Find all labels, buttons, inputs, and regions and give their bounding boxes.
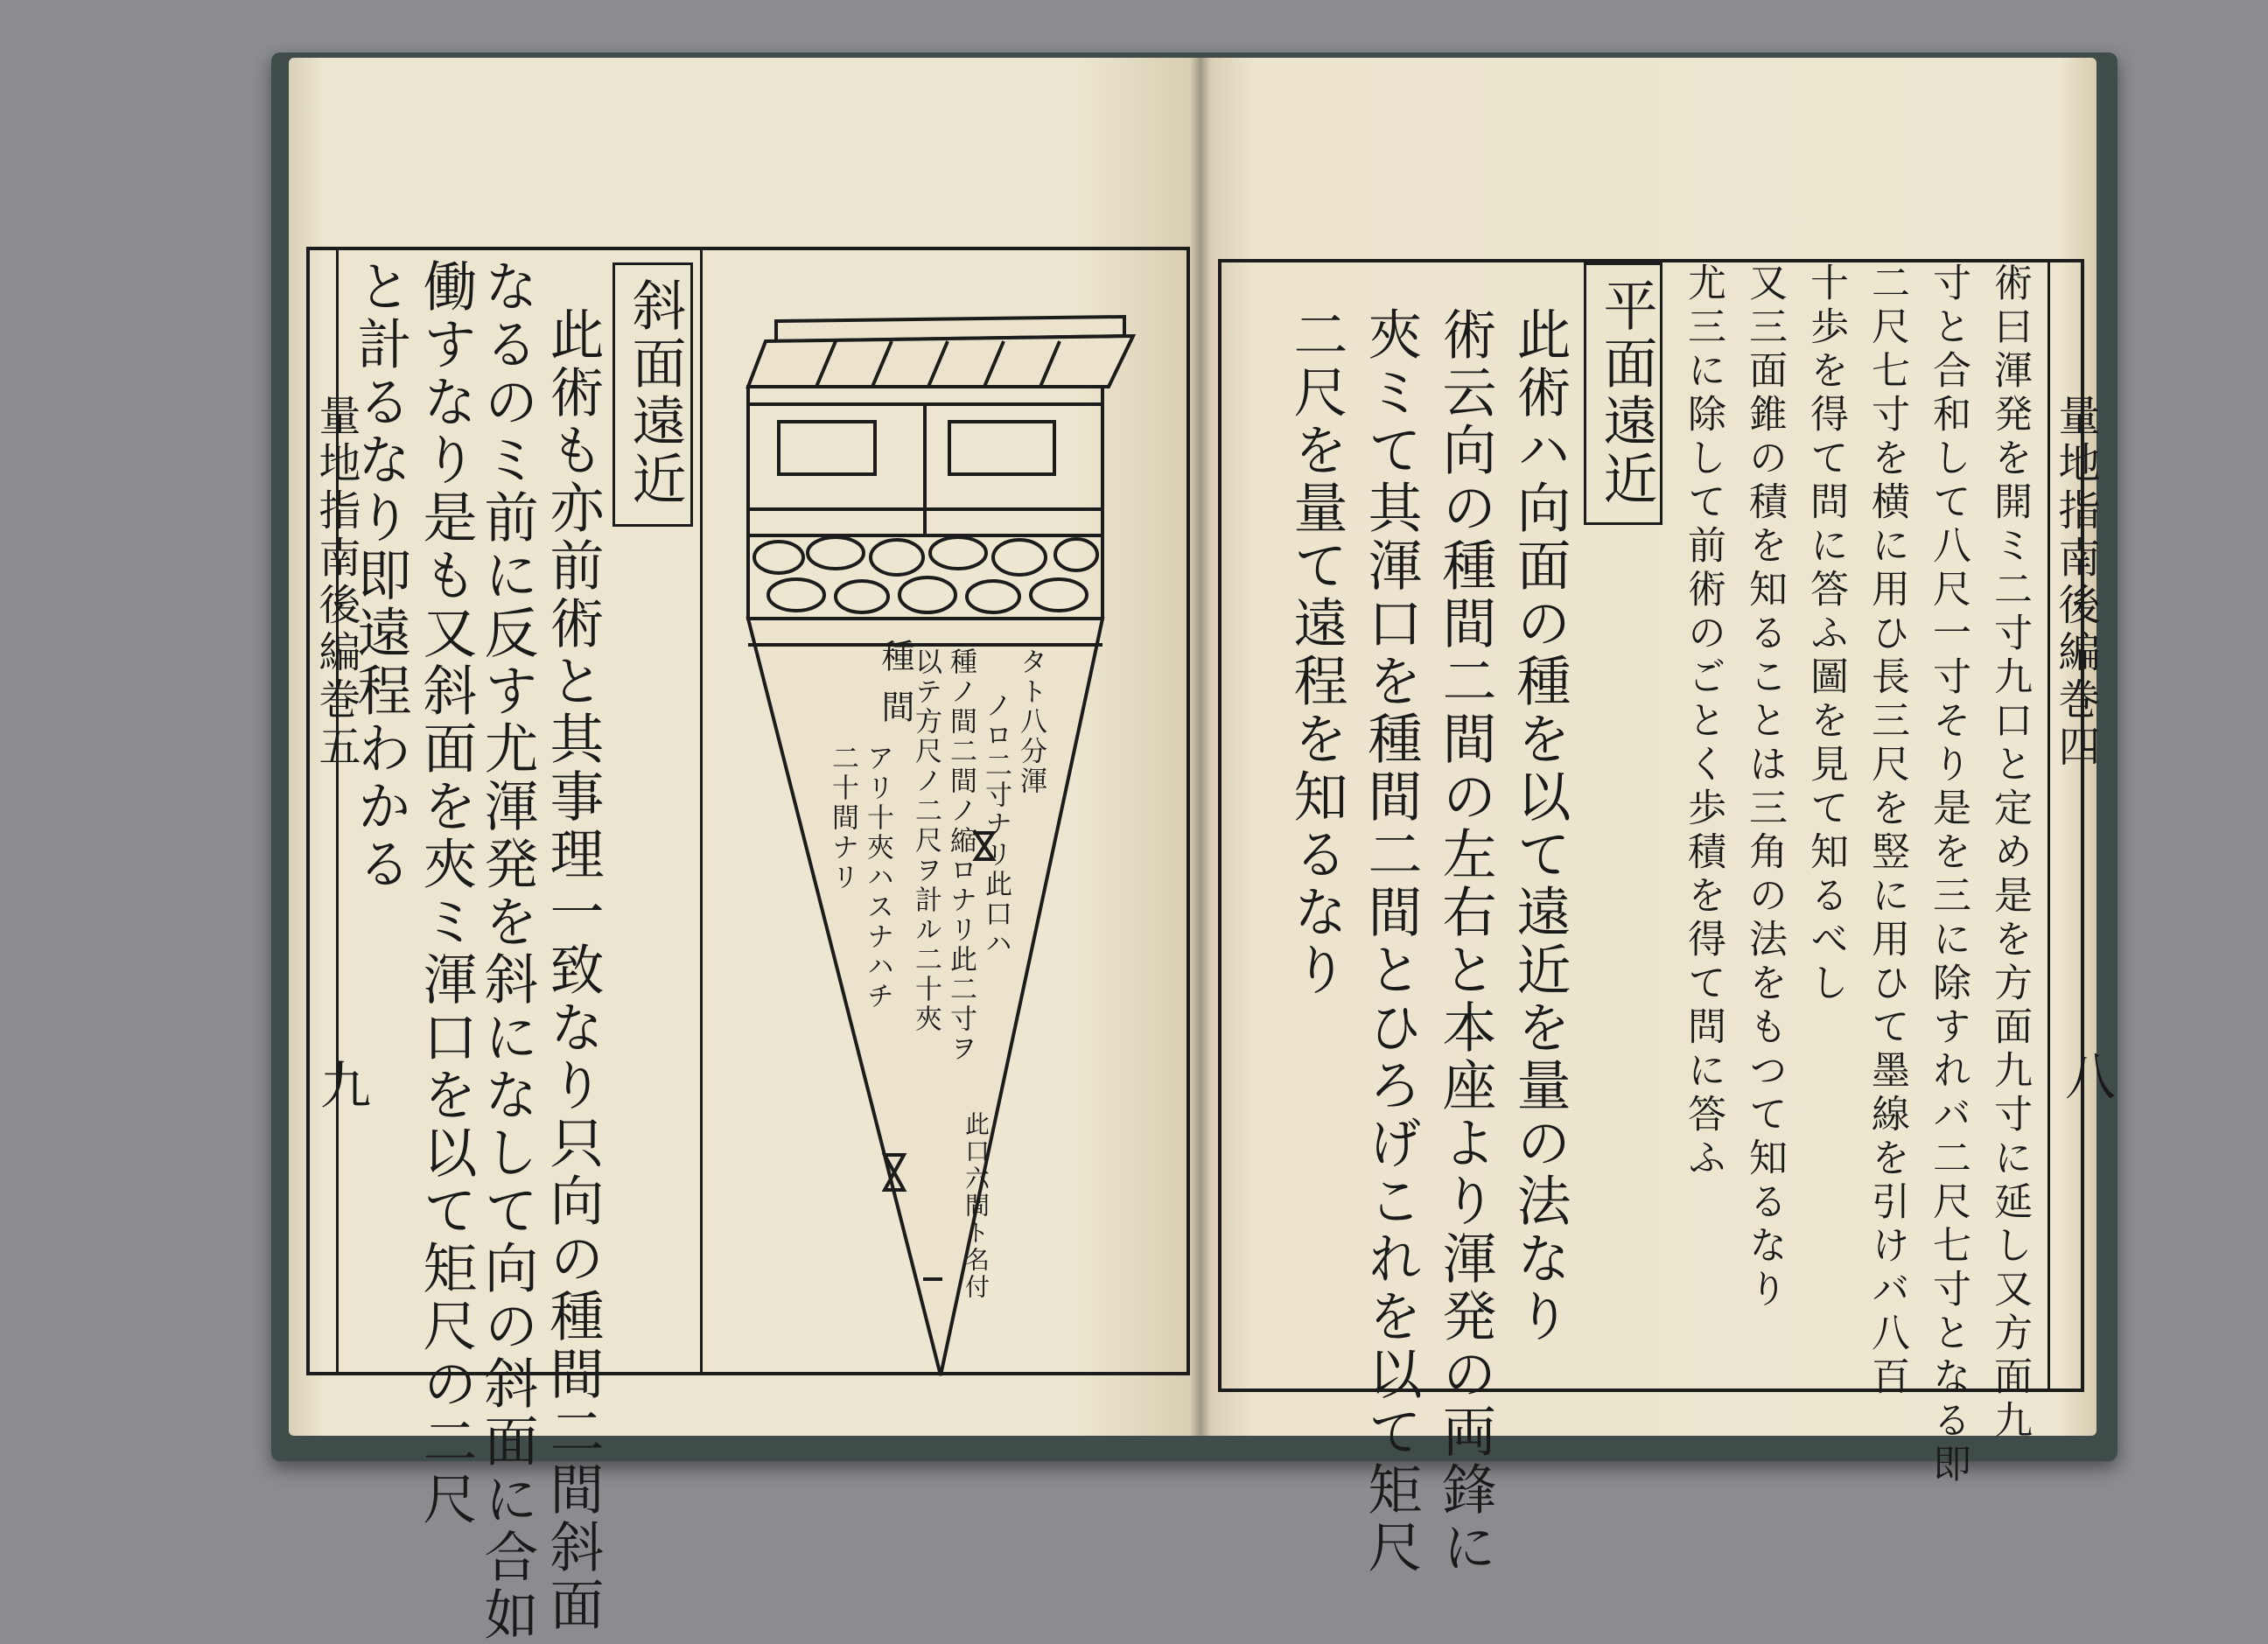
left-text-column-2: なるのミ前に反す尤渾発を斜になして向の斜面に合如 <box>475 258 539 1644</box>
figure-note-1: タト八分渾 <box>1015 647 1046 796</box>
compass-figure <box>713 247 1098 1375</box>
right-text-column-9: 夾ミて其渾口を種間二間とひろげこれを以て矩尺 <box>1359 306 1423 1577</box>
right-text-column-6: 尤三に除して前術のごとく歩積を得て問に答ふ <box>1681 262 1726 1181</box>
figure-note-3: 種ノ間二間ノ縮ロナリ此二寸ヲ <box>945 647 976 1064</box>
book-gutter <box>1190 58 1211 1436</box>
figure-note-2: ノロ二寸ナリ此口ハ <box>980 691 1012 959</box>
left-text-column-1: 此術も亦前術と其事理一致なり只向の種間二間斜面 <box>541 306 605 1634</box>
left-folio: 九 <box>312 1059 371 1109</box>
right-spine-rule <box>2048 261 2050 1390</box>
left-text-column-3: 働すなり是も又斜面を夾ミ渾口を以て矩尺の二尺 <box>414 258 478 1529</box>
left-heading: 斜面遠近 <box>623 277 687 508</box>
figure-tip-note: 此口六間ト名付 <box>962 1111 990 1301</box>
right-text-column-7: 此術ハ向面の種を以て遠近を量の法なり <box>1508 306 1572 1346</box>
left-figure-divider <box>700 248 703 1374</box>
figure-note-4: 以テ方尺ノ二尺ヲ計ル二十夾 <box>910 647 942 1034</box>
figure-label-vertical: 種間 <box>876 639 914 740</box>
right-text-column-1: 術曰渾発を開ミ二寸九口と定め是を方面九寸に延し又方面九 <box>1987 262 2032 1444</box>
right-text-column-5: 又三面錐の積を知ることは三角の法をもつて知るなり <box>1742 262 1787 1312</box>
right-text-column-8: 術云向の種間二間の左右と本座より渾発の両鋒に <box>1433 306 1497 1577</box>
right-text-column-3: 二尺七寸を横に用ひ長三尺を竪に用ひて墨線を引けバ八百 <box>1865 262 1909 1400</box>
figure-note-5: アリ十夾ハスナハチ <box>862 744 893 1011</box>
right-heading-box <box>1584 262 1662 525</box>
right-text-column-4: 十歩を得て問に答ふ圖を見て知るべし <box>1803 262 1848 1006</box>
left-text-column-4: と計るなり即遠程わかる <box>348 258 412 893</box>
figure-note-6: 二十間ナリ <box>827 744 858 892</box>
right-text-column-2: 寸と合和して八尺一寸そり是を三に除すれバ二尺七寸となる即 <box>1926 262 1970 1487</box>
right-text-column-10: 二尺を量て遠程を知るなり <box>1284 306 1348 999</box>
right-spine-title: 量地指南後編巻四 <box>2051 394 2100 772</box>
right-heading: 平面遠近 <box>1594 277 1658 508</box>
right-folio: 八 <box>2056 1050 2116 1101</box>
left-heading-box <box>612 262 693 527</box>
left-spine-title: 量地指南後編巻五 <box>312 394 360 772</box>
